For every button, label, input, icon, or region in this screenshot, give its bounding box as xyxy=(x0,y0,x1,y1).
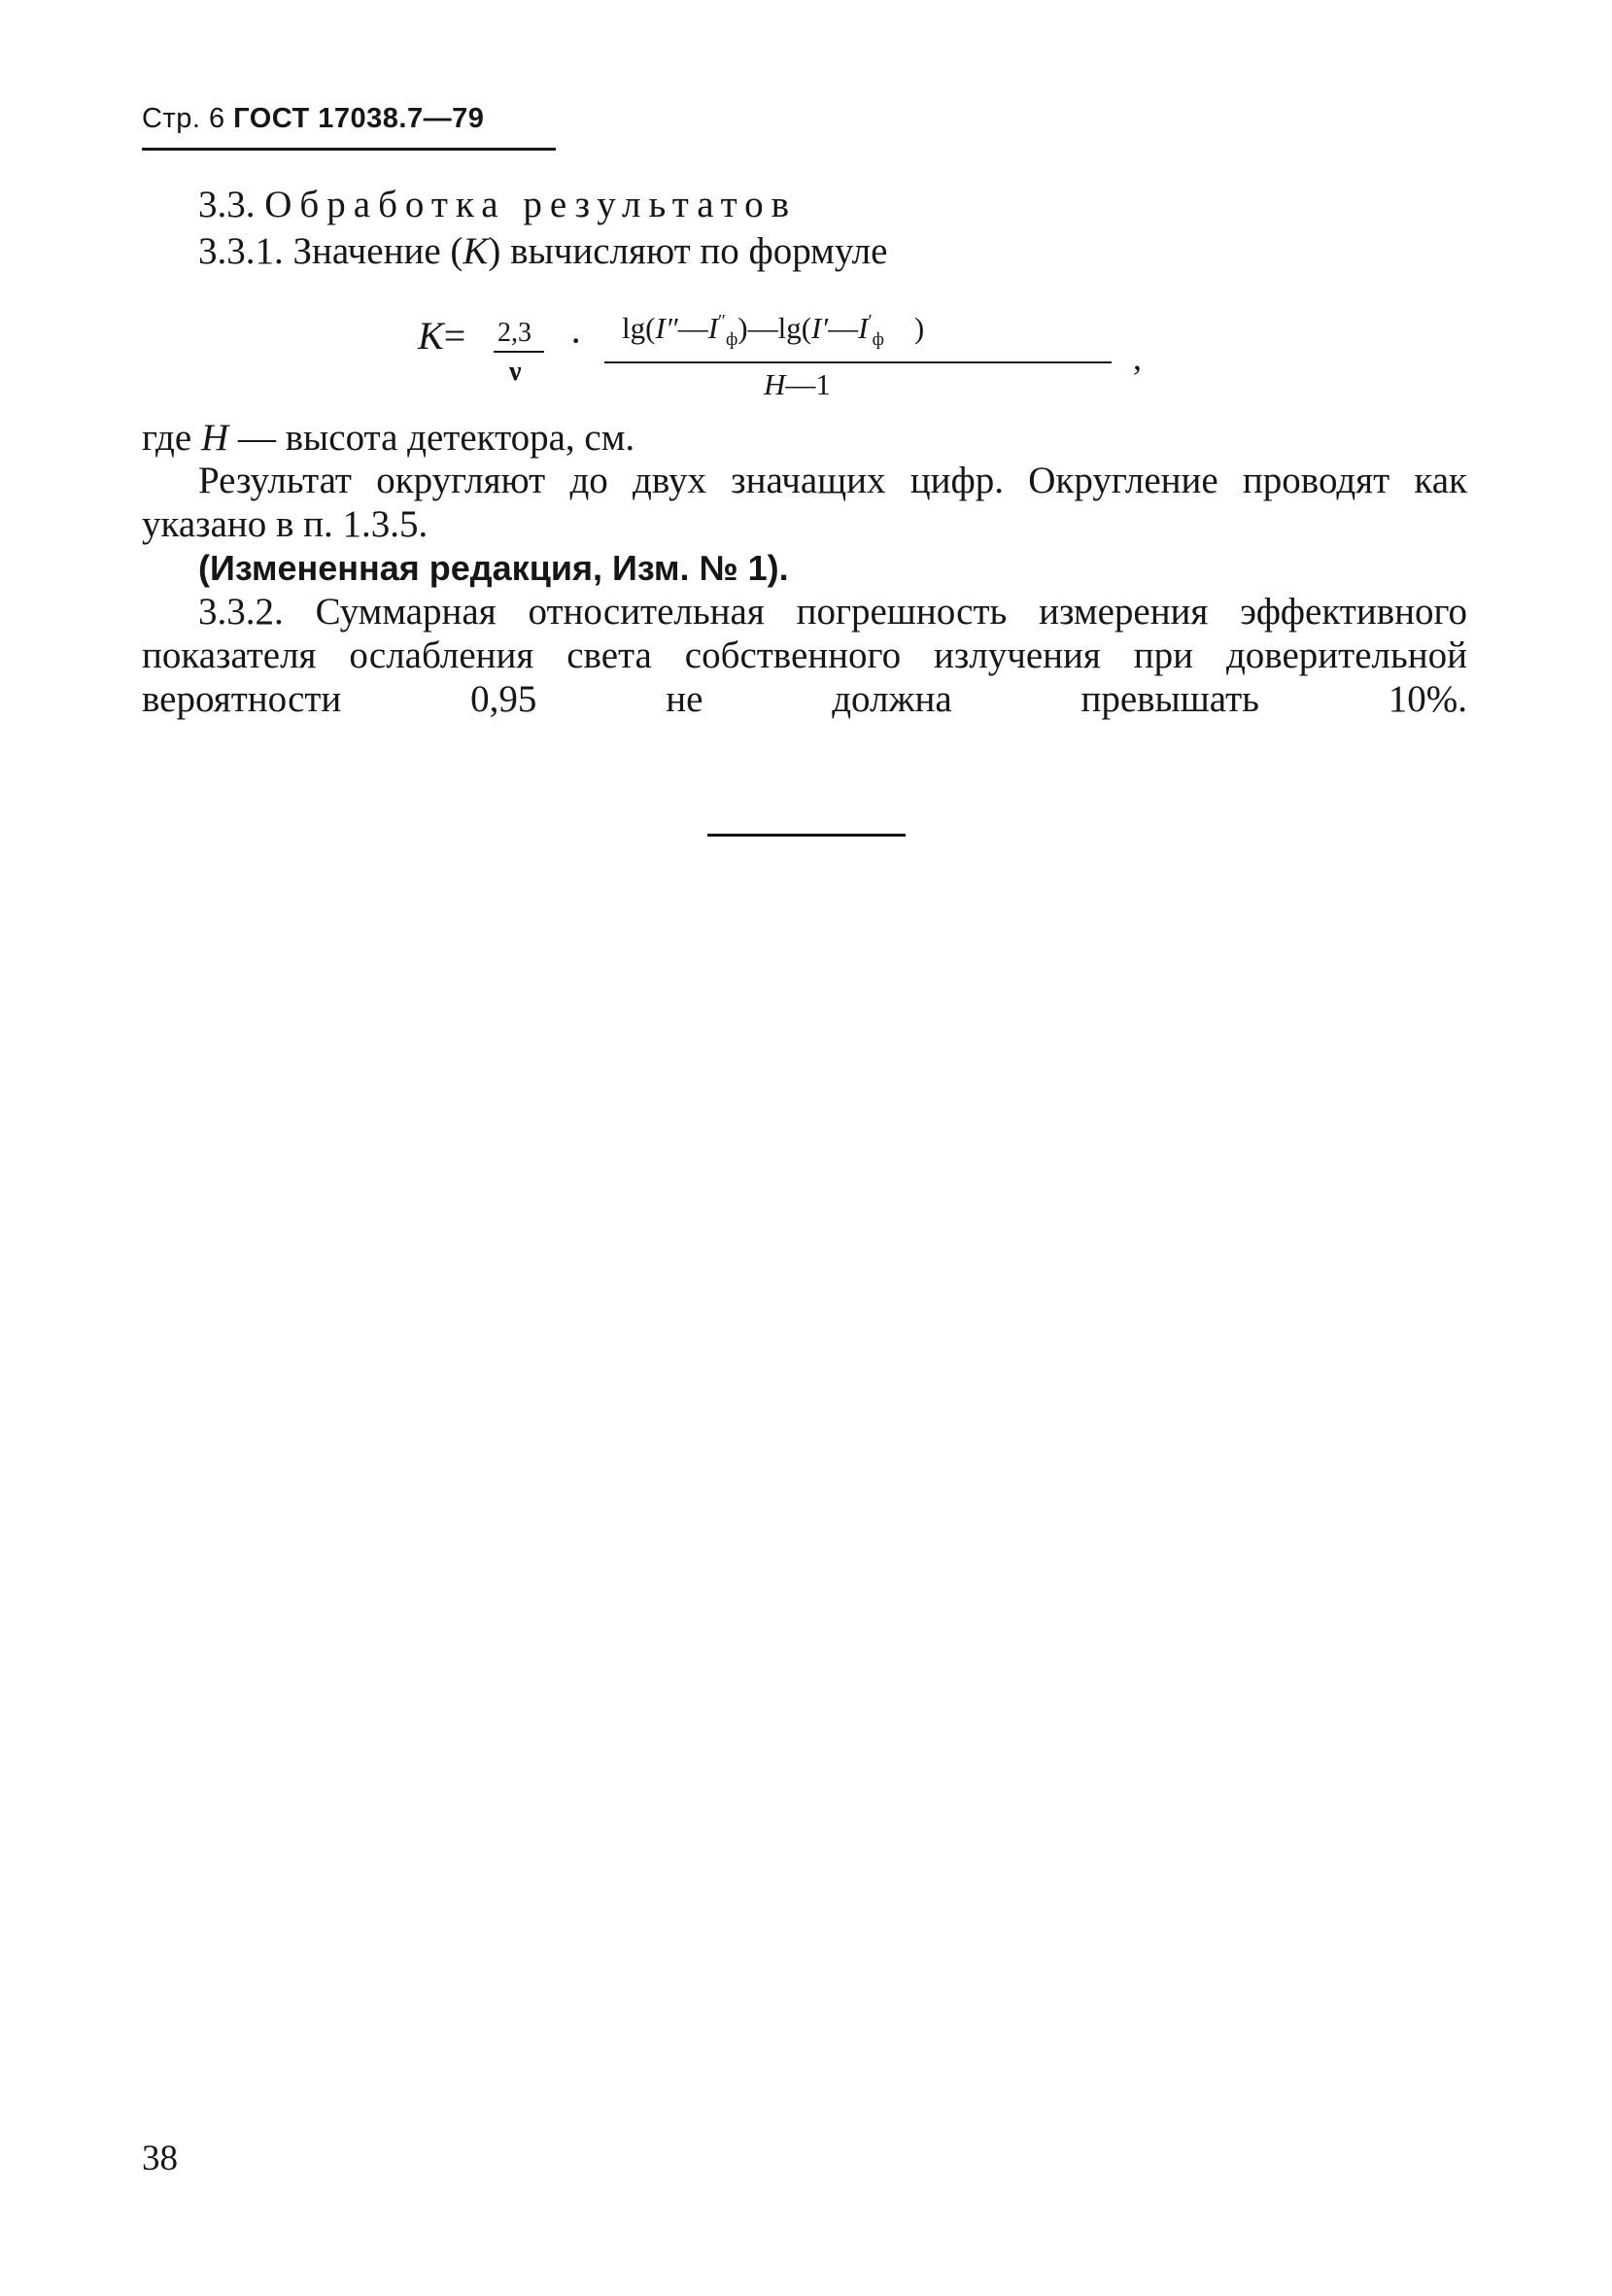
formula-fraction-numerator xyxy=(622,311,924,351)
formula-sub-f2: ф xyxy=(872,329,884,351)
section-title: Обработка результатов xyxy=(264,184,798,225)
formula-equals: = xyxy=(443,314,466,358)
header-rule xyxy=(142,148,556,151)
formula-sup-f1: ″ xyxy=(718,311,726,332)
clause-3-3-2 xyxy=(142,590,1467,721)
formula-multiply: · xyxy=(569,319,583,362)
formula-minus1: — xyxy=(677,311,708,345)
formula-coef-denominator: ν xyxy=(509,357,522,387)
clause-3-3-2-text: Суммарная относительная погрешность измерения эффективного показателя ослабления света собственного излучения при доверительной вероятности 0,95 не должна превышать 10%. xyxy=(142,591,1468,720)
where-prefix: где xyxy=(142,417,192,459)
clause-3-3-1-text-before: Значение ( xyxy=(292,230,463,272)
formula-sup-f2: ′ xyxy=(868,311,873,332)
where-text: — высота детектора, см. xyxy=(237,417,635,459)
formula-main-fraction-bar xyxy=(604,361,1112,363)
clause-3-3-1-number: 3.3.1. xyxy=(198,230,284,272)
formula-i-f2: I xyxy=(858,311,869,345)
formula-coef-fraction-bar xyxy=(494,351,544,353)
section-number: 3.3. xyxy=(198,184,256,225)
clause-3-3-1 xyxy=(198,229,887,273)
section-heading xyxy=(198,183,797,226)
standard-code: ГОСТ 17038.7—79 xyxy=(233,103,485,134)
end-rule xyxy=(707,834,906,837)
page-number: 38 xyxy=(142,2139,178,2178)
where-symbol: H xyxy=(200,417,229,459)
formula-i-prime: I′ xyxy=(811,311,829,345)
formula-sub-f1: ф xyxy=(725,329,738,351)
formula-close2: ) xyxy=(913,311,925,345)
formula-lhs xyxy=(418,313,465,359)
clause-3-3-1-symbol: K xyxy=(463,230,489,272)
formula-h: H xyxy=(764,367,786,401)
amendment-note: (Измененная редакция, Изм. № 1). xyxy=(198,548,789,588)
page-label: Стр. 6 xyxy=(142,103,225,134)
formula-minus2: — xyxy=(828,311,859,345)
page-header xyxy=(142,103,556,135)
formula-i-f1: I xyxy=(707,311,719,345)
formula-minus-one: —1 xyxy=(785,367,831,401)
clause-3-3-2-number: 3.3.2. xyxy=(198,591,284,633)
formula-fraction-denominator xyxy=(764,367,831,402)
formula-lg2: —lg( xyxy=(747,311,812,345)
formula-close1: ) xyxy=(737,311,748,345)
where-line xyxy=(142,416,1467,460)
rounding-paragraph: Результат округляют до двух значащих цифр. Округление проводят как указано в п. 1.3.5. xyxy=(142,460,1467,545)
formula-trailing-comma: , xyxy=(1133,338,1142,377)
formula-k: K xyxy=(418,314,444,358)
formula-coef-numerator: 2,3 xyxy=(497,318,532,348)
clause-3-3-1-text-after: ) вычисляют по формуле xyxy=(488,230,888,272)
formula-lg1: lg( xyxy=(622,311,656,345)
formula-i-double-prime: I″ xyxy=(655,311,678,345)
